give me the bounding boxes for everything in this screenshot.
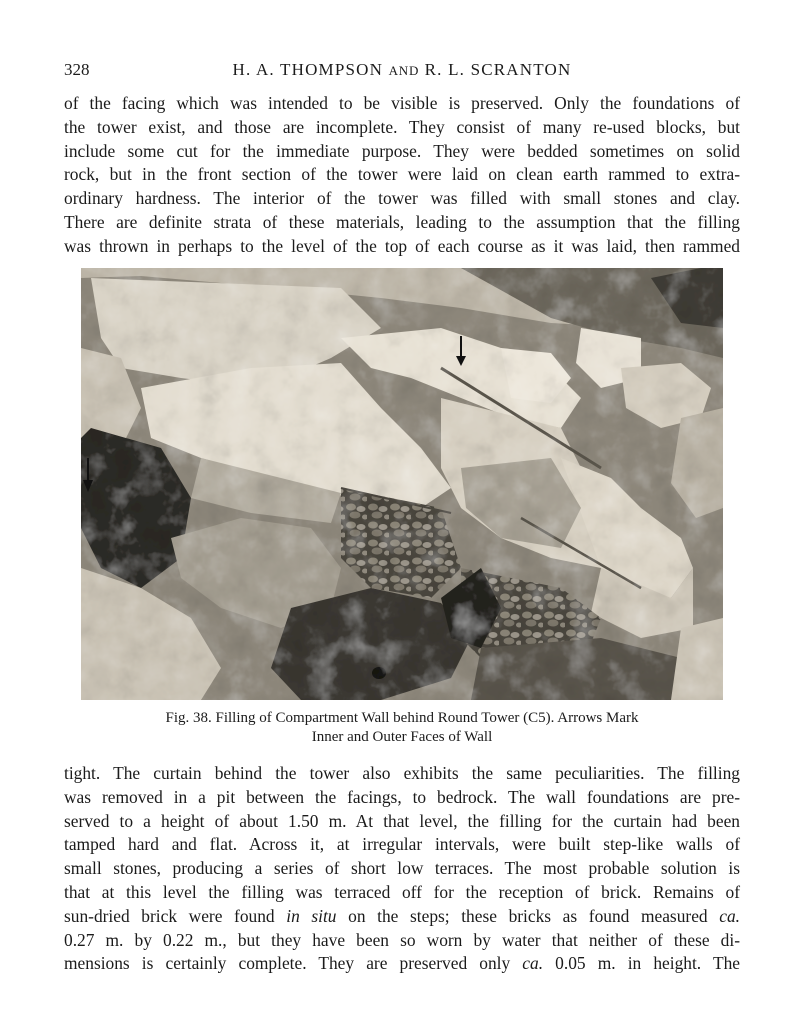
text-run: sun-dried brick were found: [64, 905, 287, 926]
text-run: 0.05 m. in height. The: [543, 953, 740, 974]
running-head-authors: [64, 60, 740, 80]
text-line: small stones, producing a series of short low terraces. The most probable solution is: [64, 858, 740, 879]
text-run: mensions is certainly complete. They are preserved only: [64, 953, 523, 974]
text-line: [64, 905, 740, 929]
text-line: 0.27 m. by 0.22 m., but they have been so worn by water that neither of these di-: [64, 929, 740, 950]
text-line: that at this level the filling was terraced off for the reception of brick. Remains of: [64, 881, 740, 902]
text-line: include some cut for the immediate purpose. They were bedded sometimes on solid: [64, 140, 740, 161]
italic-ca: ca.: [522, 953, 544, 974]
figure-caption: [81, 709, 723, 747]
text-line: served to a height of about 1.50 m. At that level, the filling for the curtain had been: [64, 810, 740, 831]
text-line: tight. The curtain behind the tower also exhibits the same peculiarities. The filling: [64, 763, 740, 783]
text-line: [64, 952, 740, 976]
caption-line: Fig. 38. Filling of Compartment Wall behind Round Tower (C5). Arrows Mark: [165, 710, 639, 726]
text-line: was thrown in perhaps to the level of the top of each course as it was laid, then rammed: [64, 235, 740, 256]
body-paragraph-top: [64, 92, 740, 259]
text-line: was removed in a pit between the facings, to bedrock. The wall foundations are pre-: [64, 786, 740, 807]
text-line: There are definite strata of these materials, leading to the assumption that the filling: [64, 211, 740, 232]
figure-photograph: [81, 268, 723, 700]
text-line: tamped hard and flat. Across it, at irregular intervals, were built step-like walls of: [64, 834, 740, 855]
text-line: rock, but in the front section of the tower were laid on clean earth rammed to extra-: [64, 164, 740, 185]
page-number: 328: [64, 60, 90, 79]
text-line: ordinary hardness. The interior of the tower was filled with small stones and clay.: [64, 188, 740, 209]
author-scranton: R. L. SCRANTON: [424, 60, 572, 79]
italic-in-situ: in situ: [286, 905, 337, 926]
excavation-photo-illustration: [81, 268, 723, 700]
caption-line: Inner and Outer Faces of Wall: [311, 729, 493, 745]
text-line: the tower exist, and those are incomplete. They consist of many re-used blocks, but: [64, 116, 740, 137]
running-head: [64, 60, 740, 86]
body-paragraph-bottom: [64, 762, 740, 976]
author-conjunction: AND: [388, 63, 420, 78]
italic-ca: ca.: [719, 905, 740, 926]
text-line: of the facing which was intended to be visible is preserved. Only the foundations of: [64, 93, 740, 113]
text-run: on the steps; these bricks as found measured: [336, 905, 720, 926]
author-thompson: H. A. THOMPSON: [232, 60, 384, 79]
